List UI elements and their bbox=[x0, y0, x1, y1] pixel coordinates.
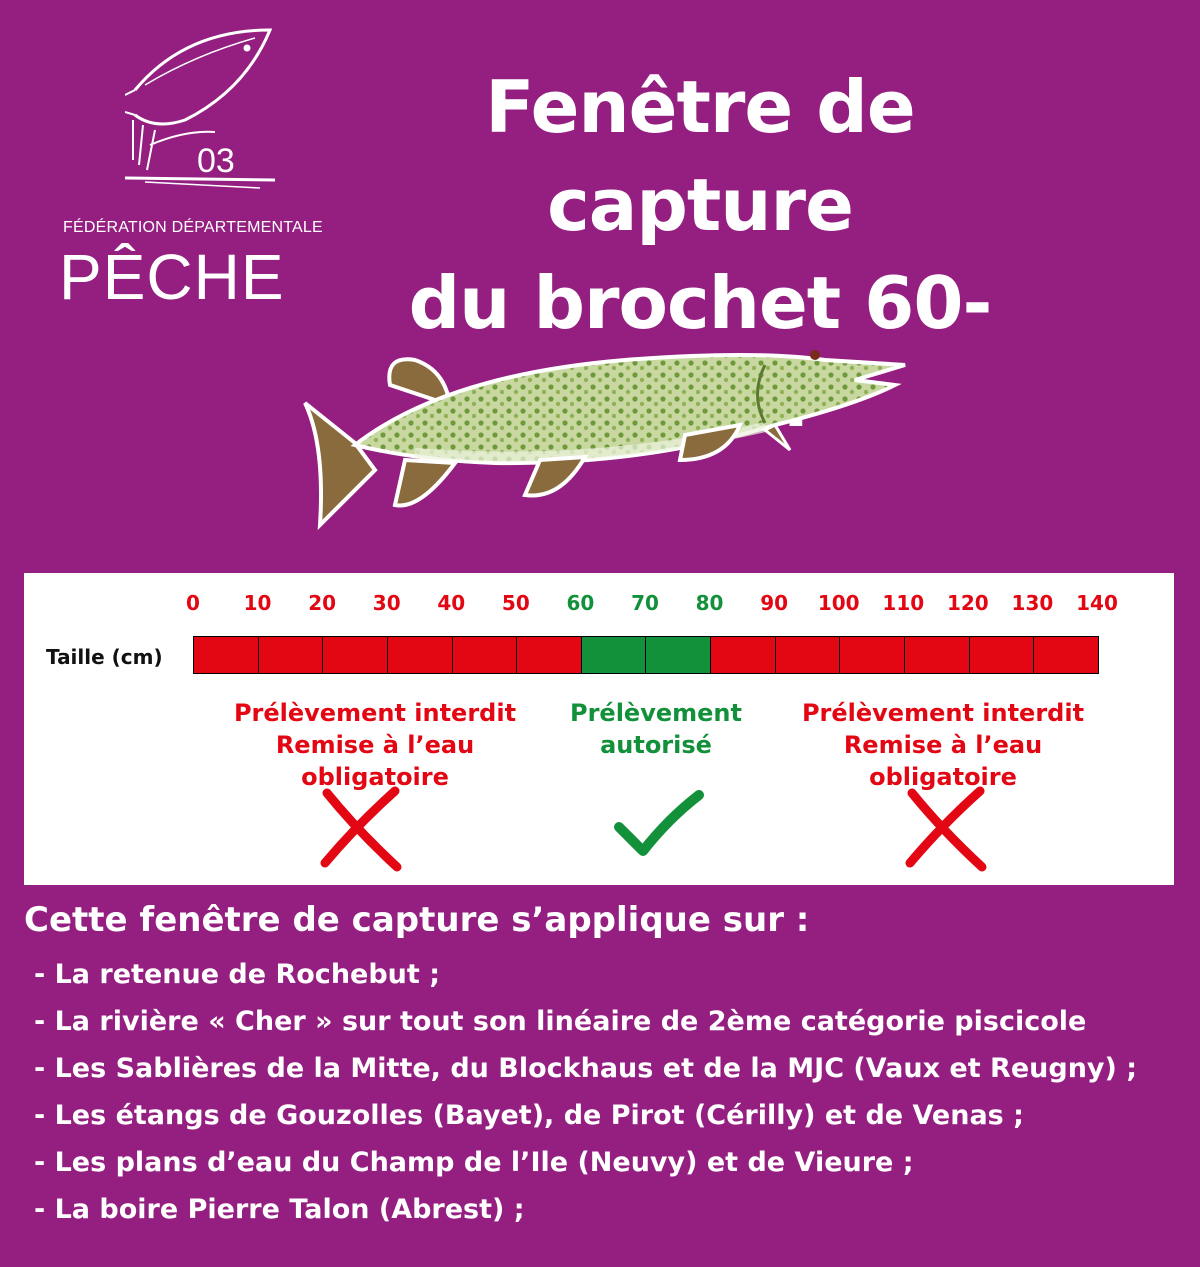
ruler-tick-label: 60 bbox=[566, 591, 595, 615]
ruler-segment-allowed bbox=[582, 637, 647, 673]
title-line-2: du brochet 60- bbox=[408, 261, 992, 345]
logo-number: 03 bbox=[197, 142, 235, 180]
size-window-panel bbox=[24, 573, 1174, 885]
zone-left-line-1: Prélèvement interdit bbox=[233, 699, 517, 727]
ruler-segment-forbidden bbox=[776, 637, 841, 673]
ruler-segment-forbidden bbox=[711, 637, 776, 673]
list-item: - La rivière « Cher » sur tout son linéaire de 2ème catégorie piscicole bbox=[34, 1006, 1087, 1037]
ruler-segment-forbidden bbox=[970, 637, 1035, 673]
zone-allowed bbox=[564, 697, 748, 761]
ruler-segment-forbidden bbox=[388, 637, 453, 673]
ruler-segment-forbidden bbox=[323, 637, 388, 673]
ruler-tick-label: 10 bbox=[243, 591, 272, 615]
zone-right-line-2: Remise à l’eau obligatoire bbox=[843, 731, 1043, 791]
ruler-tick-label: 90 bbox=[760, 591, 789, 615]
ruler-tick-label: 30 bbox=[372, 591, 401, 615]
ruler-tick-label: 40 bbox=[437, 591, 466, 615]
ruler-tick-label: 70 bbox=[631, 591, 659, 615]
ruler-tick-label: 80 bbox=[695, 591, 724, 615]
ruler-segment-forbidden bbox=[194, 637, 259, 673]
ruler-segment-allowed bbox=[646, 637, 711, 673]
info-heading: Cette fenêtre de capture s’applique sur : bbox=[24, 900, 810, 940]
ruler-segment-forbidden bbox=[517, 637, 582, 673]
list-item: - La retenue de Rochebut ; bbox=[34, 959, 441, 990]
pike-fish-icon bbox=[295, 335, 925, 535]
zone-allowed-line-1: Prélèvement bbox=[570, 699, 742, 727]
ruler-tick-label: 110 bbox=[882, 591, 925, 615]
list-item: - Les Sablières de la Mitte, du Blockhaus et de la MJC (Vaux et Reugny) ; bbox=[34, 1053, 1138, 1084]
zone-allowed-line-2: autorisé bbox=[600, 731, 712, 759]
ruler-tick-label: 0 bbox=[186, 591, 200, 615]
list-item: - Les plans d’eau du Champ de l’Ile (Neuvy) et de Vieure ; bbox=[34, 1147, 914, 1178]
ruler-segment-forbidden bbox=[840, 637, 905, 673]
ruler-segment-forbidden bbox=[1034, 637, 1098, 673]
logo-name: PÊCHE bbox=[59, 241, 285, 313]
ruler-segment-forbidden bbox=[905, 637, 970, 673]
logo-federation-text: FÉDÉRATION DÉPARTEMENTALE bbox=[63, 219, 323, 236]
size-ruler bbox=[193, 636, 1099, 674]
ruler-tick-label: 130 bbox=[1011, 591, 1054, 615]
title-line-1: Fenêtre de capture bbox=[485, 65, 915, 247]
ruler-tick-label: 120 bbox=[946, 591, 989, 615]
ruler-tick-label: 50 bbox=[501, 591, 530, 615]
list-item: - La boire Pierre Talon (Abrest) ; bbox=[34, 1194, 525, 1225]
cross-icon bbox=[902, 785, 994, 873]
ruler-segment-forbidden bbox=[453, 637, 518, 673]
ruler-tick-label: 100 bbox=[817, 591, 860, 615]
federation-logo bbox=[55, 20, 323, 313]
zone-left-line-2: Remise à l’eau obligatoire bbox=[275, 731, 475, 791]
ruler-tick-label: 140 bbox=[1076, 591, 1118, 615]
check-icon bbox=[613, 789, 705, 859]
zone-right-line-1: Prélèvement interdit bbox=[801, 699, 1085, 727]
ruler-segment-forbidden bbox=[259, 637, 324, 673]
cross-icon bbox=[317, 785, 409, 873]
zone-forbidden-left bbox=[220, 697, 530, 793]
waters-list bbox=[34, 953, 1137, 1235]
ruler-label: Taille (cm) bbox=[46, 645, 163, 669]
zone-forbidden-right bbox=[788, 697, 1098, 793]
list-item: - Les étangs de Gouzolles (Bayet), de Pirot (Cérilly) et de Venas ; bbox=[34, 1100, 1024, 1131]
ruler-tick-label: 20 bbox=[308, 591, 337, 615]
